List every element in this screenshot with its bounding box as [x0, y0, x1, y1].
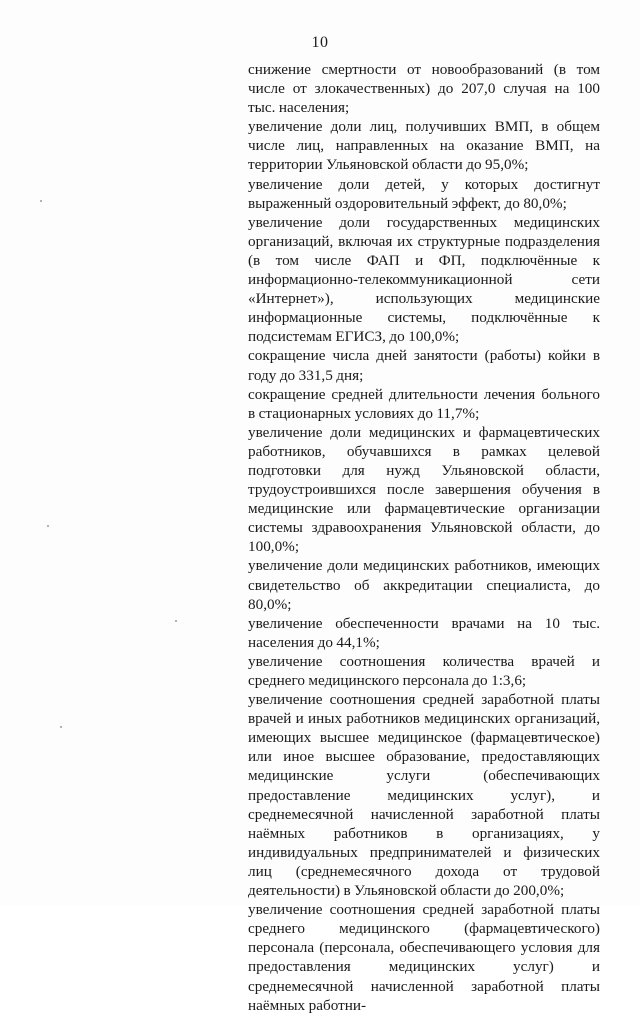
paragraph-targeted-training: увеличение доли медицинских и фармацевтических работников, обучавшихся в рамках целевой подготовки для нужд Ульяновской области, трудоустроившихся после завершения обучения в медицинские или фармацевтические организации системы здравоохранения Ульяновской области, до 100,0%;: [248, 423, 600, 556]
paragraph-accreditation: увеличение доли медицинских работников, имеющих свидетельство об аккредитации специалиста, до 80,0%;: [248, 557, 600, 613]
scan-speck: [175, 620, 177, 622]
paragraph-treatment-duration: сокращение средней длительности лечения больного в стационарных условиях до 11,7%;: [248, 385, 600, 422]
page-number: 10: [311, 34, 329, 51]
paragraph-doctor-salary-ratio: увеличение соотношения средней заработной платы врачей и иных работников медицинских организаций, имеющих высшее медицинское (фармацевтическое) или иное высшее образование, предоставляющих медицинские услуги (обеспечивающих предоставление медицинских услуг), и среднемесячной начисленной заработной платы наёмных работников в организациях, у индивидуальных предпринимателей и физических лиц (среднемесячного дохода от трудовой деятельности) в Ульяновской области до 200,0%;: [248, 691, 600, 900]
scan-speck: [60, 726, 62, 728]
paragraph-nurse-salary-ratio: увеличение соотношения средней заработной платы среднего медицинского (фармацевтического) персонала (персонала, обеспечивающего условия для предоставления медицинских услуг) и среднемесячной начисленной заработной платы наёмных работни-: [248, 901, 600, 1014]
scan-speck: [47, 525, 49, 527]
paragraph-medical-orgs-egisz: увеличение доли государственных медицинских организаций, включая их структурные подразделения (в том числе ФАП и ФП, подключённые к информационно-телекоммуникационной сети «Интернет»), использующих медицинские информационные системы, подключённые к подсистемам ЕГИСЗ, до 100,0%;: [248, 213, 600, 346]
paragraph-mortality: снижение смертности от новообразований (в том числе от злокачественных) до 207,0 случая на 100 тыс. населения;: [248, 61, 600, 117]
scan-speck: [40, 200, 42, 202]
paragraph-staff-ratio: увеличение соотношения количества врачей и среднего медицинского персонала до 1:3,6;: [248, 652, 600, 689]
paragraph-bed-days: сокращение числа дней занятости (работы) койки в году до 331,5 дня;: [248, 347, 600, 384]
paragraph-doctor-supply: увеличение обеспеченности врачами на 10 тыс. населения до 44,1%;: [248, 614, 600, 651]
paragraph-vmp-share: увеличение доли лиц, получивших ВМП, в общем числе лиц, направленных на оказание ВМП, на территории Ульяновской области до 95,0%;: [248, 118, 600, 174]
paragraph-children-health: увеличение доли детей, у которых достигнут выраженный оздоровительный эффект, до 80,0%;: [248, 175, 600, 212]
text-block: [248, 60, 600, 1015]
